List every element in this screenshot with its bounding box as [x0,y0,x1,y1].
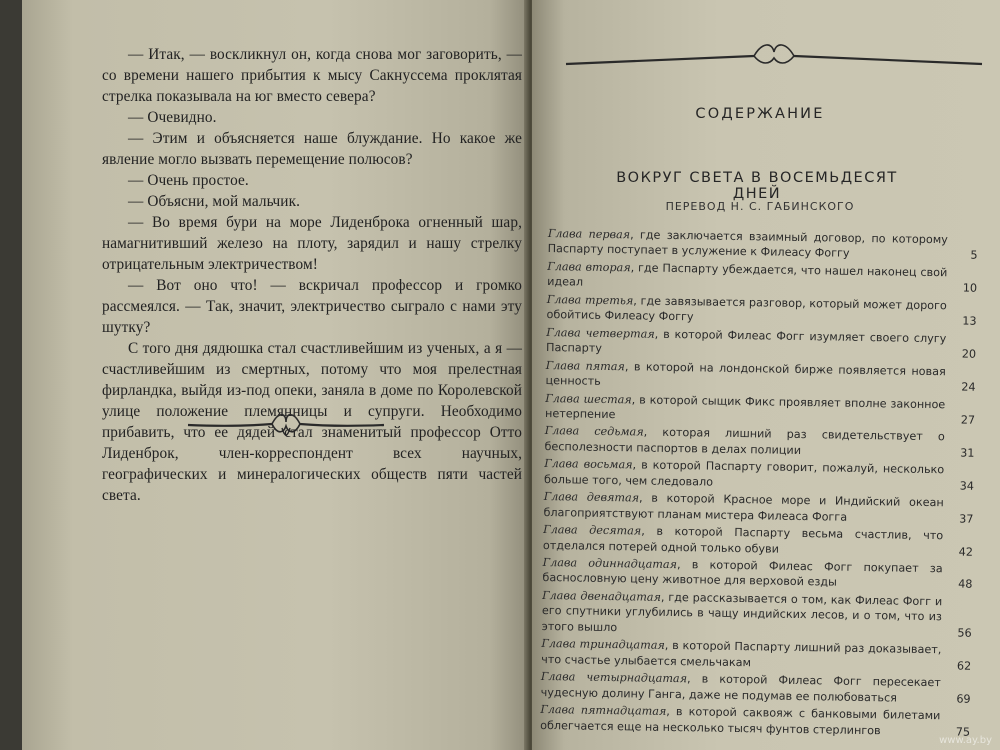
page-number: 20 [961,347,977,361]
chapter-description: , где завязывается разговор, который может дорого обойтись Филеасу Фоггу [546,294,947,324]
chapter-description: , в которой Паспарту лишний раз доказывает, что счастье улыбается смельчакам [541,639,942,669]
chapter-description: , в которой саквояж с банковыми билетами облегчается еще на несколько тысяч фунтов стерлингов [540,705,941,737]
paragraph: — Итак, — воскликнул он, когда снова мог заговорить, — со времени нашего прибытия к мысу Сакнуссема проклятая стрелка показывала на юг вместо севера? [102,46,522,105]
toc-entry [548,226,978,264]
chapter-description: , в которой сыщик Фикс проявляет вполне законное нетерпение [544,392,946,422]
toc-entry [542,588,973,641]
chapter-description: , в которой Паспарту весьма счастлив, что отделался потерей одной только обуви [542,524,944,556]
chapter-description: , которая лишний раз свидетельствует о бесполезности паспортов в делах полиции [544,425,945,457]
page-number: 5 [970,249,978,263]
table-of-contents [540,226,978,742]
page-number: 56 [957,626,972,640]
chapter-description: , где заключается взаимный договор, по которому Паспарту поступает в услужение к Филеасу Фоггу [547,228,948,261]
toc-entry [547,259,977,297]
chapter-label: Глава третья [546,292,634,308]
paragraph: С того дня дядюшка стал счастливейшим из ученых, а я — счастливейшим из смертных, потому что моя прелестная фирландка, выйдя из-под опеки, заняла в доме по Королевской улице положение племянницы и супруги. Необходимо прибавить, что ее дядей стал знаменитый профессор Отто Лиденброк, член-корреспондент всех научных, географических и минералогических обществ пяти частей света. [102,340,522,504]
toc-entry [540,702,970,740]
toc-entry [546,325,976,363]
page-number: 31 [960,446,975,460]
toc-entry [545,358,975,396]
page-number: 24 [961,380,976,394]
page-number: 34 [959,479,975,493]
paragraph: — Во время бури на море Лиденброка огненный шар, намагнитивший железо на плоту, зарядил и нашу стрелку отрицательным электричеством! [102,214,522,273]
toc-entry [546,292,976,330]
chapter-label: Глава восьмая [544,457,633,472]
page-number: 13 [962,314,977,328]
paragraph: — Объясни, мой мальчик. [128,193,301,210]
end-ornament [186,408,386,442]
chapter-description: , где Паспарту убеждается, что нашел наконец свой идеал [547,261,948,289]
chapter-description: , в которой Паспарту говорит, пожалуй, несколько больше того, чем следовало [543,458,945,489]
toc-entry [541,669,971,707]
chapter-label: Глава пятая [545,358,626,373]
page-number: 62 [956,659,972,673]
chapter-description: , в которой Филеас Фогг пересекает чудесную долину Ганга, даже не подумав ее полюбоваться [540,672,941,705]
contents-heading: СОДЕРЖАНИЕ [695,106,825,122]
page-number: 48 [958,577,973,592]
paragraph: — Этим и объясняется наше блуждание. Но какое же явление могло вызвать перемещение полюсов? [102,130,522,168]
watermark: www.ay.by [939,735,992,746]
toc-entry [543,489,973,527]
chapter-label: Глава первая [547,226,631,242]
translator-credit: ПЕРЕВОД Н. С. ГАБИНСКОГО [665,200,855,213]
page-number: 37 [959,512,974,526]
chapter-label: Глава пятнадцатая [540,703,667,719]
toc-entry [542,555,972,593]
toc-entry [543,522,973,560]
chapter-description: , в которой Филеас Фогг изумляет своего слугу Паспарту [545,327,947,355]
chapter-label: Глава десятая [543,523,642,538]
chapter-label: Глава одиннадцатая [542,556,678,572]
header-ornament [564,36,984,70]
chapter-label: Глава двенадцатая [542,588,662,604]
paragraph: — Очень простое. [128,172,249,189]
page-number: 75 [955,724,971,739]
chapter-description: , где рассказывается о том, как Филеас Фогг и его спутники углубились в чащу индийских лесов, и о том, что из этого вышло [541,590,943,634]
page-number: 69 [956,692,971,706]
chapter-label: Глава седьмая [544,424,644,439]
paragraph: — Очевидно. [128,109,217,126]
chapter-description: , в которой на лондонской бирже появляется новая ценность [545,359,946,388]
paragraph: — Вот оно что! — вскричал профессор и громко рассмеялся. — Так, значит, электричество сыграло с нами эту шутку? [102,277,522,336]
left-page [22,0,530,750]
chapter-label: Глава шестая [545,391,632,406]
chapter-label: Глава тринадцатая [541,637,665,653]
toc-entry [541,636,971,674]
page-number: 10 [962,281,978,296]
toc-entry [544,423,974,461]
page-number: 42 [958,545,974,559]
work-title: ВОКРУГ СВЕТА В ВОСЕМЬДЕСЯТ ДНЕЙ [616,170,898,202]
chapter-description: , в которой Красное море и Индийский океан благоприятствуют планам мистера Филеаса Фогга [543,491,944,524]
chapter-label: Глава девятая [543,490,640,505]
chapter-label: Глава четвертая [546,325,655,341]
toc-entry [545,391,975,429]
toc-entry [544,456,974,494]
chapter-label: Глава вторая [547,259,631,275]
chapter-label: Глава четырнадцатая [540,670,688,686]
chapter-description: , в которой Филеас Фогг покупает за баснословную цену животное для верховой езды [542,558,943,590]
page-number: 27 [960,413,976,427]
